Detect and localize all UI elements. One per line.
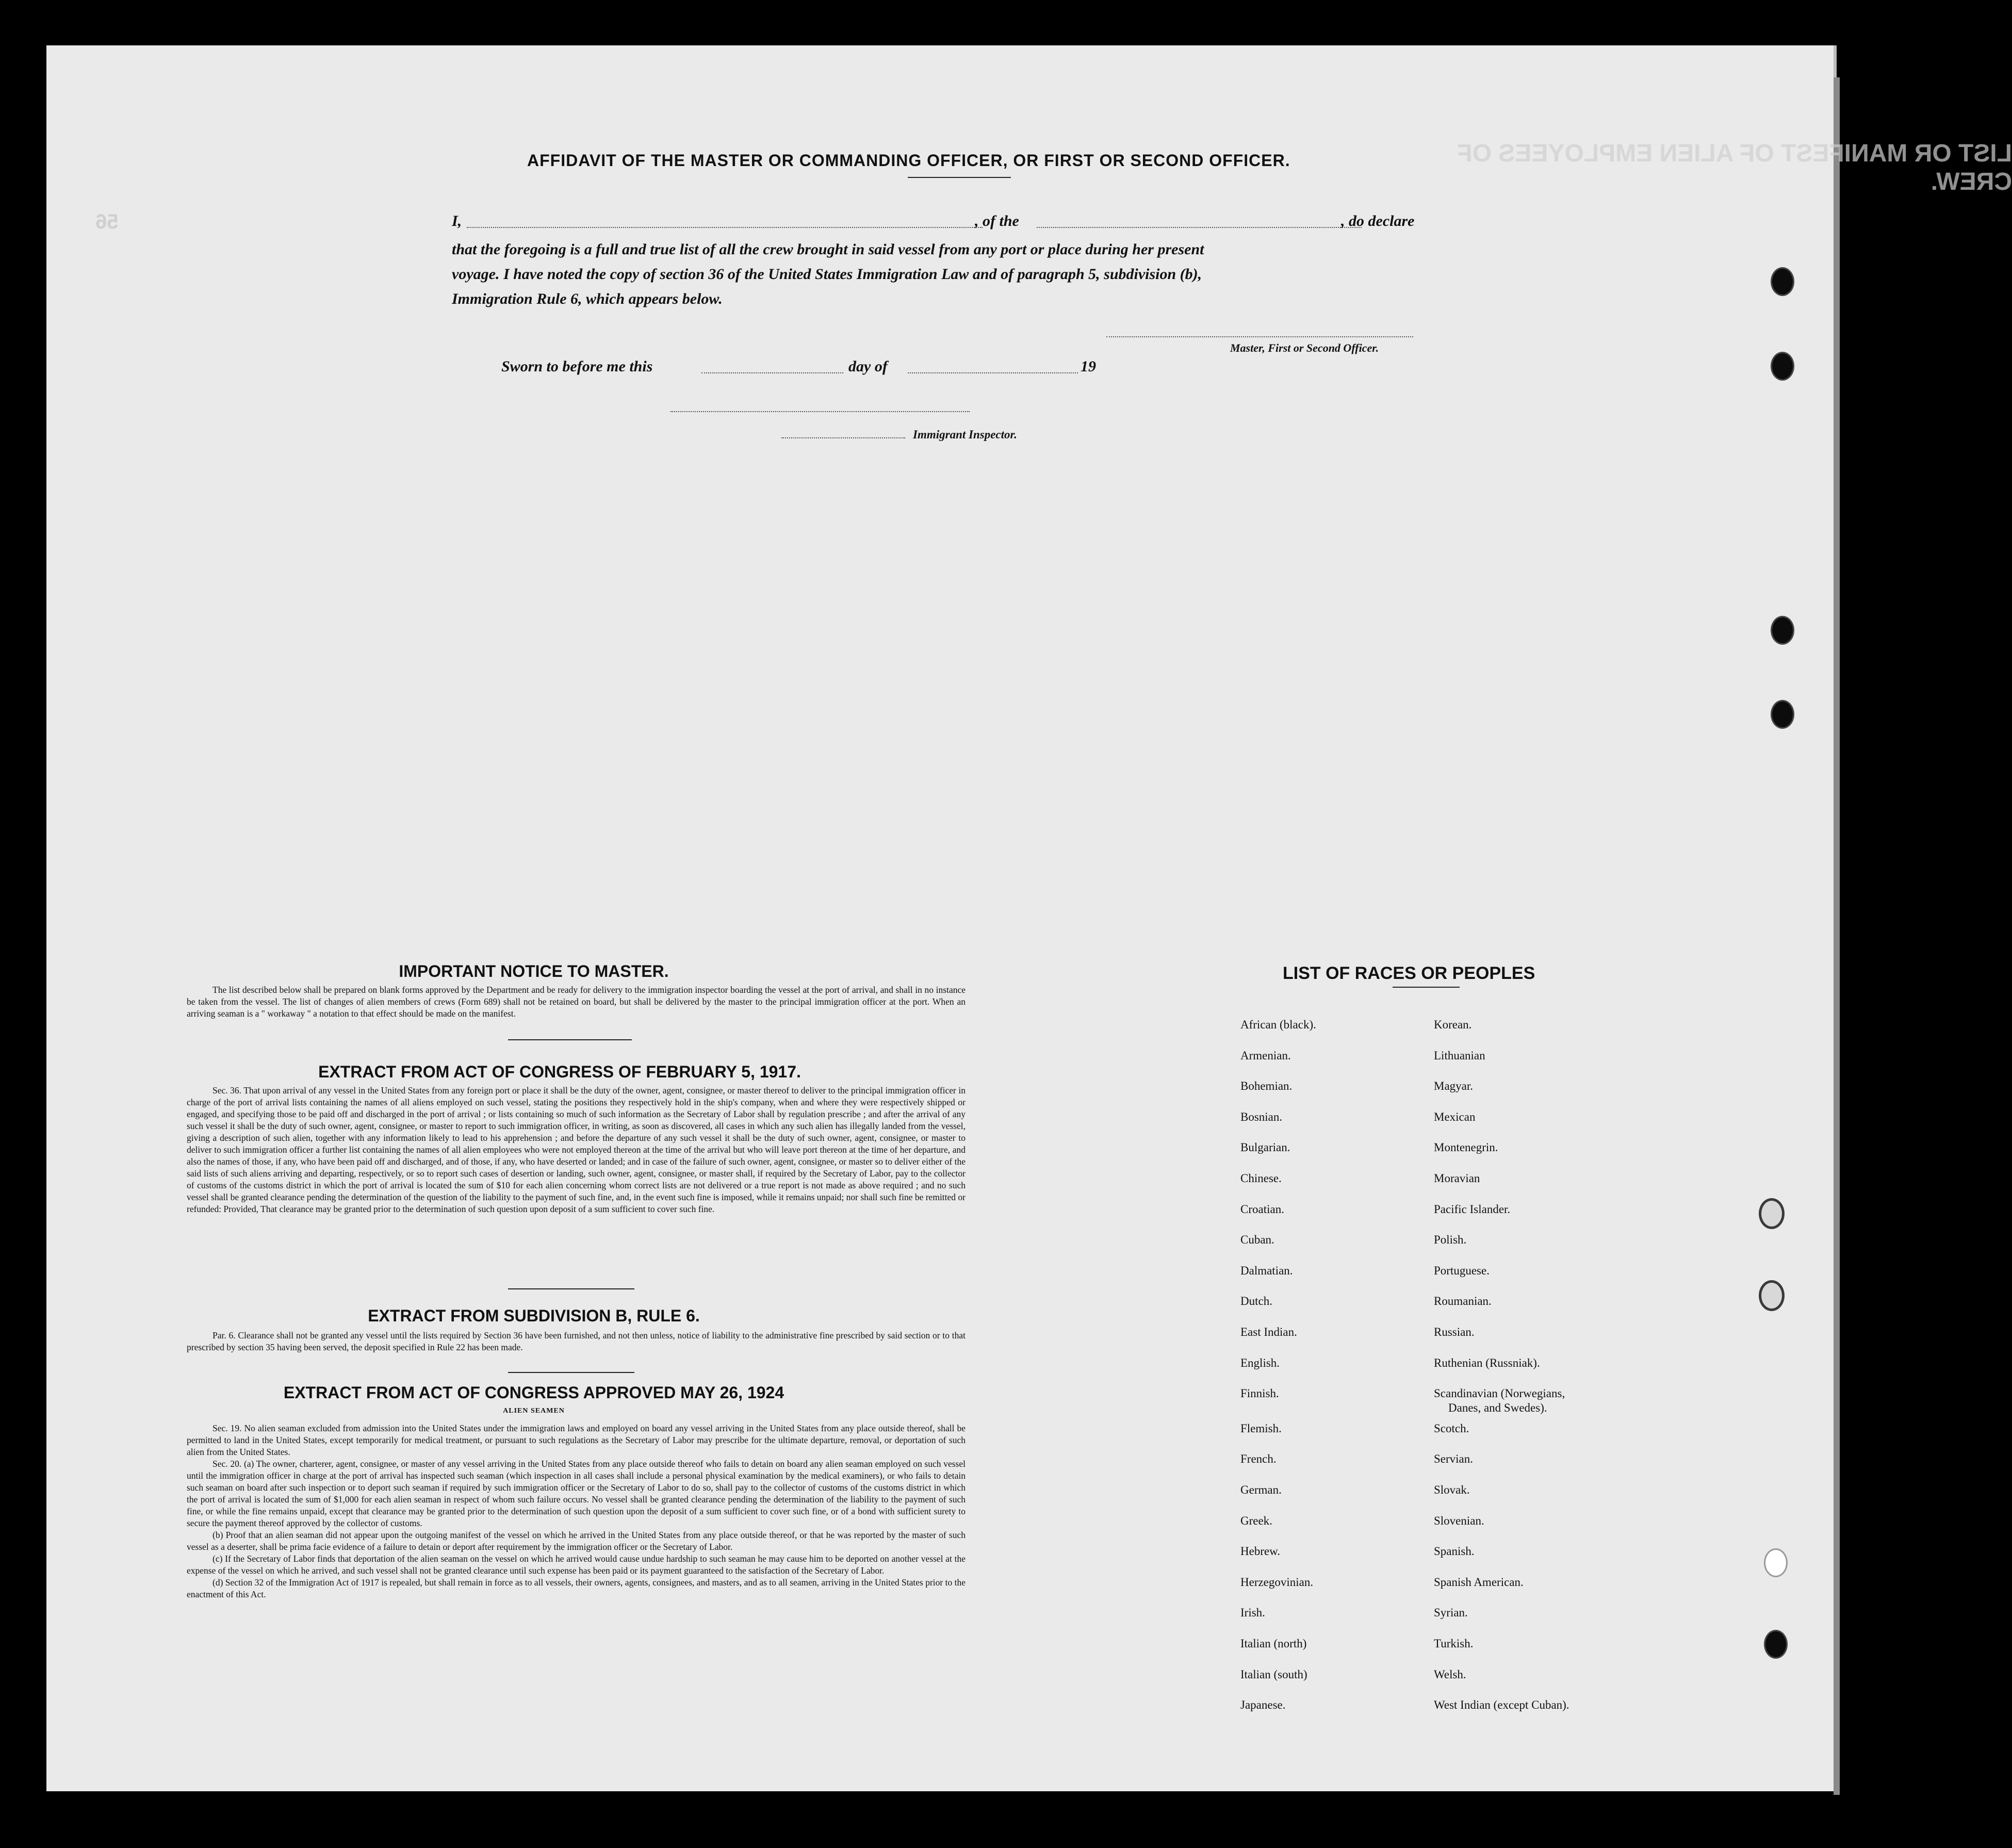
race-item: Dutch. [1240, 1295, 1272, 1308]
affidavit-line2: that the foregoing is a full and true list of all the crew brought in said vessel from any port or place during her present [452, 241, 1204, 258]
race-item: East Indian. [1240, 1326, 1297, 1338]
extract-rule6-text [187, 1330, 966, 1353]
binder-hole [1759, 1198, 1785, 1229]
race-item: Bulgarian. [1240, 1141, 1290, 1154]
race-item: Irish. [1240, 1606, 1265, 1620]
race-item: Spanish. [1434, 1545, 1475, 1558]
extract-1924-paragraph: Sec. 19. No alien seaman excluded from admission into the United States under the immigration laws and employed on board any vessel arriving in the United States from any place outside thereof, shall be permitted to land in the United States, except temporarily for medical treatment, or pursuant to such regulations as the Secretary of Labor may prescribe for the ultimate departure, removal, or deportation of such alien from the United States. [187, 1423, 966, 1457]
inspector-signature-line-2 [781, 437, 905, 438]
extract-rule6-paragraph: Par. 6. Clearance shall not be granted any vessel until the lists required by Section 36 have been furnished, and not then unless, notice of liability to the administrative fine prescribed by said section or to that prescribed by section 35 having been served, the deposit specified in Rule 22 has been made. [187, 1330, 966, 1352]
notice-paragraph: The list described below shall be prepared on blank forms approved by the Department and be ready for delivery to the immigration inspector boarding the vessel at the port of arrival, and shall in no instance be taken from the vessel. The list of changes of alien members of crews (Form 689) shall not be retained on board, but shall be delivered by the master to the principal immigration officer at the port. When an arriving seaman is a " workaway " a notation to that effect should be made on the manifest. [187, 985, 966, 1019]
race-item: Danes, and Swedes). [1448, 1401, 1547, 1414]
race-item: Roumanian. [1434, 1295, 1492, 1308]
notice-divider [508, 1039, 632, 1040]
race-item: Dalmatian. [1240, 1264, 1293, 1277]
race-item: Turkish. [1434, 1637, 1474, 1650]
race-item: Lithuanian [1434, 1049, 1485, 1062]
race-item: Croatian. [1240, 1202, 1284, 1216]
binder-hole [1764, 1630, 1788, 1659]
binder-hole [1771, 267, 1794, 296]
race-item: Finnish. [1240, 1387, 1279, 1400]
binder-hole [1759, 1280, 1785, 1311]
race-item: Chinese. [1240, 1172, 1282, 1185]
race-item: Magyar. [1434, 1080, 1474, 1093]
binder-hole [1764, 1548, 1788, 1577]
inspector-label: Immigrant Inspector. [913, 428, 1017, 441]
races-title: LIST OF RACES OR PEOPLES [1283, 963, 1535, 983]
extract-1924-paragraph: Sec. 20. (a) The owner, charterer, agent, consignee, or master of any vessel arriving in the United States from any place outside thereof who fails to detain on board any alien seaman employed on such vessel until the immigration officer in charge at the port of arrival has inspected such seaman (which inspection in all cases shall include a personal physical examination by the medical examiners), or who fails to detain such seaman on board after such inspection or to deport such seaman if required by such immigration officer or the Secretary of Labor to do so, shall pay to the collector of customs of the customs district in which the port of arrival is located the sum of $1,000 for each alien seaman in respect of whom such failure occurs. No vessel shall be granted clearance pending the determination of the liability to the payment of such fine, or while the fine remains unpaid, except that clearance may be granted prior to the determination of such question upon the deposit of a sum sufficient to cover such fine, or of a bond with sufficient surety to secure the payment thereof approved by the collector of customs. [187, 1459, 966, 1528]
race-item: Polish. [1434, 1233, 1467, 1247]
race-item: Slovak. [1434, 1483, 1470, 1496]
sworn-text: Sworn to before me this [501, 358, 653, 375]
inspector-signature-line [670, 411, 970, 412]
race-item: Slovenian. [1434, 1514, 1484, 1527]
race-item: Cuban. [1240, 1233, 1274, 1247]
master-signature-label: Master, First or Second Officer. [1230, 341, 1379, 354]
race-item: Moravian [1434, 1172, 1480, 1185]
race-item: Italian (north) [1240, 1637, 1307, 1650]
races-title-underline [1393, 987, 1460, 988]
affidavit-title: AFFIDAVIT OF THE MASTER OR COMMANDING OFFICER, OR FIRST OR SECOND OFFICER. [527, 151, 1290, 170]
race-item: Scandinavian (Norwegians, [1434, 1387, 1565, 1400]
race-item: Mexican [1434, 1110, 1476, 1123]
affidavit-line1-mid: , of the [975, 212, 1019, 230]
bleed-through-heading: LIST OR MANIFEST OF ALIEN EMPLOYEES OF CREW. [1457, 140, 2012, 195]
extract-1917-paragraph: Sec. 36. That upon arrival of any vessel in the United States from any foreign port or place it shall be the duty of the owner, agent, consignee, or master thereof to deliver to the principal immigration officer in charge of the port of arrival lists containing the names of all aliens employed on such vessel, stating the positions they respectively hold in the ship's company, when and where they were respectively shipped or engaged, and specifying those to be paid off and discharged in the port of arrival ; or lists containing so much of such information as the Secretary of Labor shall by regulation prescribe ; and after the arrival of any such vessel it shall be the duty of such owner, agent, consignee, or master to report to such immigration officer, in writing, as soon as discovered, all cases in which any such alien has illegally landed from the vessel, giving a description of such alien, together with any information likely to lead to his apprehension ; and before the departure of any such vessel it shall be the duty of such owner, agent, consignee, or master to deliver to such immigration officer a further list containing the names of all alien employees who were not employed thereon at the time of the arrival but who will leave port thereon at the time of her departure, and also the names of those, if any, who have been paid off and discharged, and of those, if any, who have deserted or landed; and in case of the failure of such owner, agent, consignee, or master so to deliver either of the said lists of such aliens arriving and departing, respectively, or so to report such cases of desertion or landing, such owner, agent, consignee, or master shall, if required by the Secretary of Labor, pay to the collector of customs of the customs district in which the port of arrival is located the sum of $10 for each alien concerning whom correct lists are not delivered or a true report is not made as above required ; and no such vessel shall be granted clearance pending the determination of the question of the liability to the payment of such fine, and, in the event such fine is imposed, while it remains unpaid; nor shall such fine be remitted or refunded: Provided, That clearance may be granted prior to the determination of such question upon deposit of a sum sufficient to cover such fine. [187, 1085, 966, 1214]
race-item: English. [1240, 1356, 1280, 1369]
race-item: Ruthenian (Russniak). [1434, 1356, 1540, 1369]
race-item: Montenegrin. [1434, 1141, 1498, 1154]
race-item: Flemish. [1240, 1421, 1282, 1435]
vessel-blank [1037, 227, 1362, 228]
race-item: Italian (south) [1240, 1667, 1307, 1681]
race-item: Syrian. [1434, 1606, 1468, 1620]
extract-1924-subtitle: ALIEN SEAMEN [503, 1407, 565, 1415]
sworn-year: 19 [1081, 358, 1096, 375]
extract-1924-text [187, 1422, 966, 1600]
race-item: Spanish American. [1434, 1575, 1524, 1589]
race-item: Russian. [1434, 1326, 1475, 1338]
extract-1924-paragraph: (b) Proof that an alien seaman did not appear upon the outgoing manifest of the vessel on which he arrived in the United States from any place outside thereof, or that he was reported by the master of such vessel as a deserter, shall be prima facie evidence of a failure to detain or deport after requirement by the immigration officer or the Secretary of Labor. [187, 1530, 966, 1552]
race-item: Japanese. [1240, 1698, 1286, 1712]
extract-1917-text [187, 1085, 966, 1215]
affidavit-line3: voyage. I have noted the copy of section 36 of the United States Immigration Law and of paragraph 5, subdivision (b), [452, 266, 1202, 283]
binder-hole [1771, 700, 1794, 729]
extract-1917-divider [508, 1288, 634, 1289]
extract-rule6-title: EXTRACT FROM SUBDIVISION B, RULE 6. [368, 1306, 700, 1325]
race-item: Bosnian. [1240, 1110, 1283, 1123]
race-item: Pacific Islander. [1434, 1202, 1511, 1216]
binder-hole [1771, 352, 1794, 381]
race-item: Portuguese. [1434, 1264, 1490, 1277]
race-item: Herzegovinian. [1240, 1575, 1314, 1589]
sworn-month-blank [908, 372, 1078, 373]
page-number: 56 [95, 210, 119, 233]
name-blank [467, 227, 983, 228]
race-item: Bohemian. [1240, 1080, 1293, 1093]
race-item: West Indian (except Cuban). [1434, 1698, 1569, 1712]
notice-text [187, 984, 966, 1020]
race-item: Scotch. [1434, 1421, 1469, 1435]
race-item: Greek. [1240, 1514, 1272, 1527]
race-item: German. [1240, 1483, 1282, 1496]
extract-1924-title: EXTRACT FROM ACT OF CONGRESS APPROVED MAY 26, 1924 [283, 1383, 784, 1402]
extract-1924-paragraph: (c) If the Secretary of Labor finds that deportation of the alien seaman on the vessel on which he arrived would cause undue hardship to such seaman he may cause him to be deported on another vessel at the expense of the vessel on which he arrived, and such vessel shall not be granted clearance until such expense has been paid or its payment guaranteed to the satisfaction of the Secretary of Labor. [187, 1553, 966, 1576]
affidavit-line1-start: I, [452, 212, 462, 230]
notice-title: IMPORTANT NOTICE TO MASTER. [399, 962, 669, 980]
extract-1917-title: EXTRACT FROM ACT OF CONGRESS OF FEBRUARY 5, 1917. [318, 1062, 801, 1081]
race-item: African (black). [1240, 1018, 1316, 1031]
race-item: Welsh. [1434, 1667, 1466, 1681]
binder-hole [1771, 616, 1794, 645]
master-signature-line [1106, 336, 1413, 337]
affidavit-line1-end: , do declare [1341, 212, 1415, 230]
race-item: Korean. [1434, 1018, 1472, 1031]
title-underline [908, 177, 1011, 178]
page-edge [1834, 77, 1840, 1795]
extract-1924-paragraph: (d) Section 32 of the Immigration Act of 1917 is repealed, but shall remain in force as to all vessels, their owners, agents, consignees, and masters, and as to all seamen, arriving in the United States prior to the enactment of this Act. [187, 1577, 966, 1599]
race-item: Servian. [1434, 1452, 1474, 1466]
race-item: French. [1240, 1452, 1277, 1466]
extract-rule6-divider [508, 1372, 634, 1373]
race-item: Armenian. [1240, 1049, 1291, 1062]
sworn-day-of: day of [848, 358, 888, 375]
affidavit-line4: Immigration Rule 6, which appears below. [452, 290, 723, 307]
sworn-day-blank [701, 372, 843, 373]
race-item: Hebrew. [1240, 1545, 1281, 1558]
